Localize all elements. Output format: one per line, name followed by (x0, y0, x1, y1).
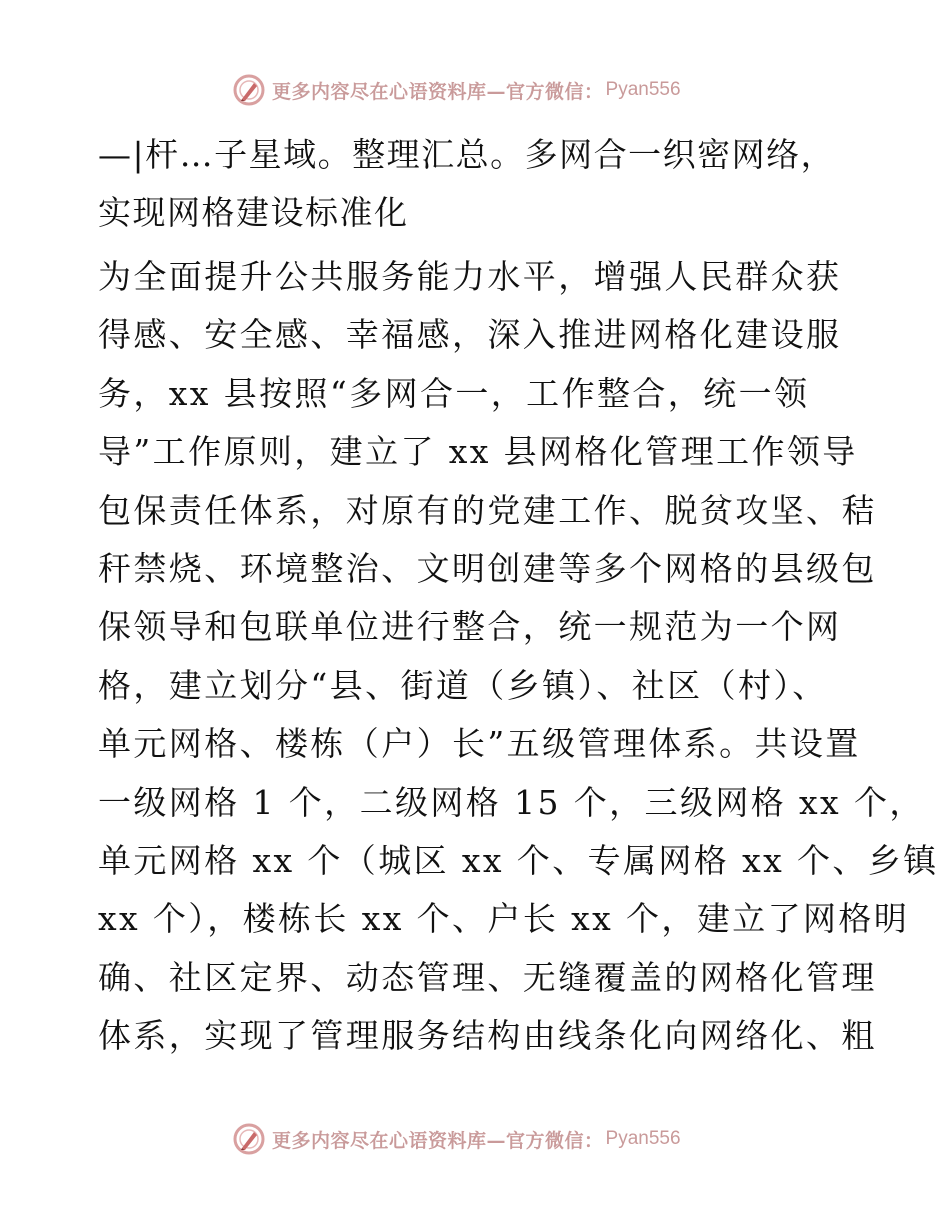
body-line: 得感、安全感、幸福感，深入推进网格化建设服 (98, 315, 842, 355)
pen-logo-icon (232, 1122, 266, 1156)
body-line: 格，建立划分“县、街道（乡镇）、社区（村）、 (98, 665, 828, 705)
watermark-handle: Pyan556 (605, 1128, 681, 1149)
title-line: —|杆…子星域。整理汇总。多网合一织密网络， (98, 135, 836, 174)
document-title (98, 126, 858, 242)
pen-logo-icon (232, 73, 266, 107)
body-line: 保领导和包联单位进行整合，统一规范为一个网 (98, 607, 842, 647)
body-paragraph (98, 248, 939, 1066)
body-line: 导”工作原则，建立了 xx 县网格化管理工作领导 (98, 432, 858, 472)
body-line: 一级网格 1 个，二级网格 15 个，三级网格 xx 个， (98, 782, 925, 822)
footer-watermark (232, 1122, 681, 1156)
body-line: 体系，实现了管理服务结构由线条化向网络化、粗 (98, 1016, 877, 1056)
body-line: 为全面提升公共服务能力水平，增强人民群众获 (98, 257, 842, 296)
watermark-handle: Pyan556 (605, 79, 681, 100)
body-line: 确、社区定界、动态管理、无缝覆盖的网格化管理 (98, 957, 877, 997)
header-watermark (232, 73, 681, 107)
body-line: 单元网格 xx 个（城区 xx 个、专属网格 xx 个、乡镇 (98, 841, 939, 881)
body-line: xx 个），楼栋长 xx 个、户长 xx 个，建立了网格明 (98, 899, 910, 939)
body-line: 单元网格、楼栋（户）长”五级管理体系。共设置 (98, 724, 861, 764)
watermark-text: 更多内容尽在心语资料库—官方微信： (272, 80, 604, 103)
body-line: 务，xx 县按照“多网合一，工作整合，统一领 (98, 373, 810, 413)
body-line: 秆禁烧、环境整治、文明创建等多个网格的县级包 (98, 549, 877, 589)
body-line: 包保责任体系，对原有的党建工作、脱贫攻坚、秸 (98, 490, 877, 530)
watermark-text: 更多内容尽在心语资料库—官方微信： (272, 1129, 604, 1152)
title-line: 实现网格建设标准化 (98, 193, 409, 232)
